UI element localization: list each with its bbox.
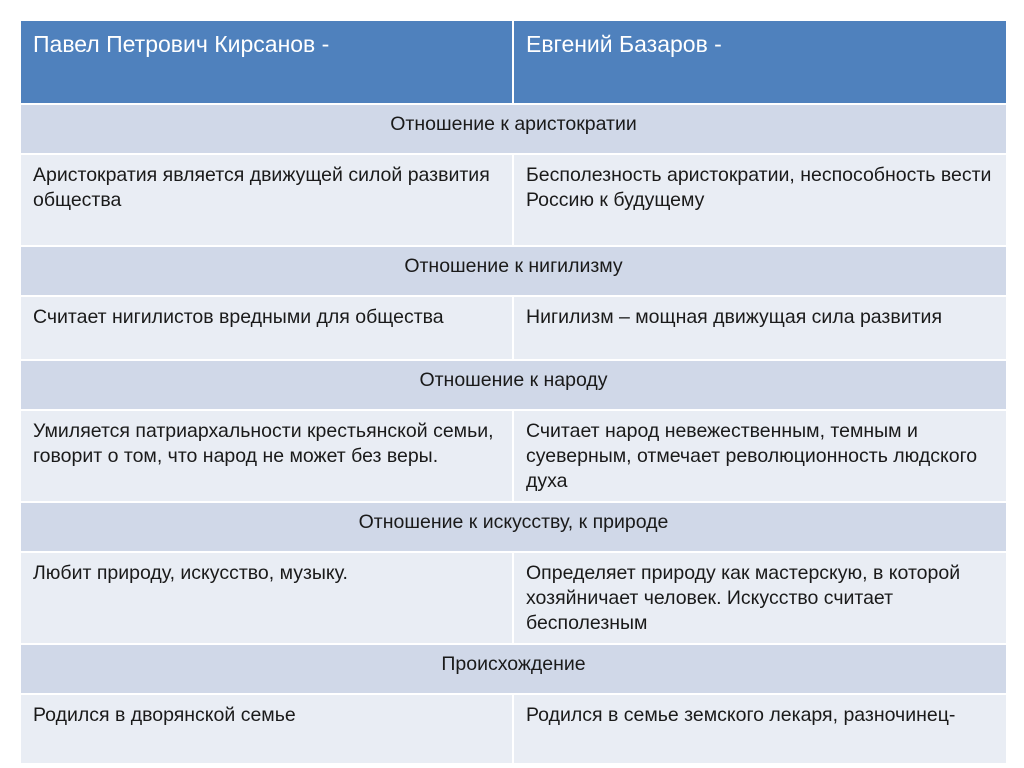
section-title-art-nature: Отношение к искусству, к природе <box>20 502 1007 552</box>
cell-kirsanov-aristocracy: Аристократия является движущей силой развития общества <box>20 154 513 246</box>
cell-kirsanov-people: Умиляется патриархальности крестьянской семьи, говорит о том, что народ не может без веры. <box>20 410 513 502</box>
header-row <box>20 20 1007 104</box>
cell-bazarov-aristocracy: Бесполезность аристократии, неспособность вести Россию к будущему <box>513 154 1007 246</box>
comparison-table-container <box>19 19 1006 765</box>
section-row <box>20 360 1007 410</box>
section-row <box>20 104 1007 154</box>
cell-bazarov-nihilism: Нигилизм – мощная движущая сила развития <box>513 296 1007 360</box>
section-title-aristocracy: Отношение к аристократии <box>20 104 1007 154</box>
data-row <box>20 154 1007 246</box>
data-row <box>20 296 1007 360</box>
section-title-origin: Происхождение <box>20 644 1007 694</box>
cell-bazarov-people: Считает народ невежественным, темным и суеверным, отмечает революционность людского духа <box>513 410 1007 502</box>
section-row <box>20 644 1007 694</box>
comparison-table <box>19 19 1008 765</box>
cell-bazarov-origin: Родился в семье земского лекаря, разночинец- <box>513 694 1007 764</box>
section-title-people: Отношение к народу <box>20 360 1007 410</box>
header-bazarov: Евгений Базаров - <box>513 20 1007 104</box>
section-title-nihilism: Отношение к нигилизму <box>20 246 1007 296</box>
cell-kirsanov-nihilism: Считает нигилистов вредными для общества <box>20 296 513 360</box>
data-row <box>20 694 1007 764</box>
cell-bazarov-art-nature: Определяет природу как мастерскую, в которой хозяйничает человек. Искусство считает бесполезным <box>513 552 1007 644</box>
cell-kirsanov-art-nature: Любит природу, искусство, музыку. <box>20 552 513 644</box>
cell-kirsanov-origin: Родился в дворянской семье <box>20 694 513 764</box>
data-row <box>20 410 1007 502</box>
section-row <box>20 502 1007 552</box>
section-row <box>20 246 1007 296</box>
data-row <box>20 552 1007 644</box>
header-kirsanov: Павел Петрович Кирсанов - <box>20 20 513 104</box>
